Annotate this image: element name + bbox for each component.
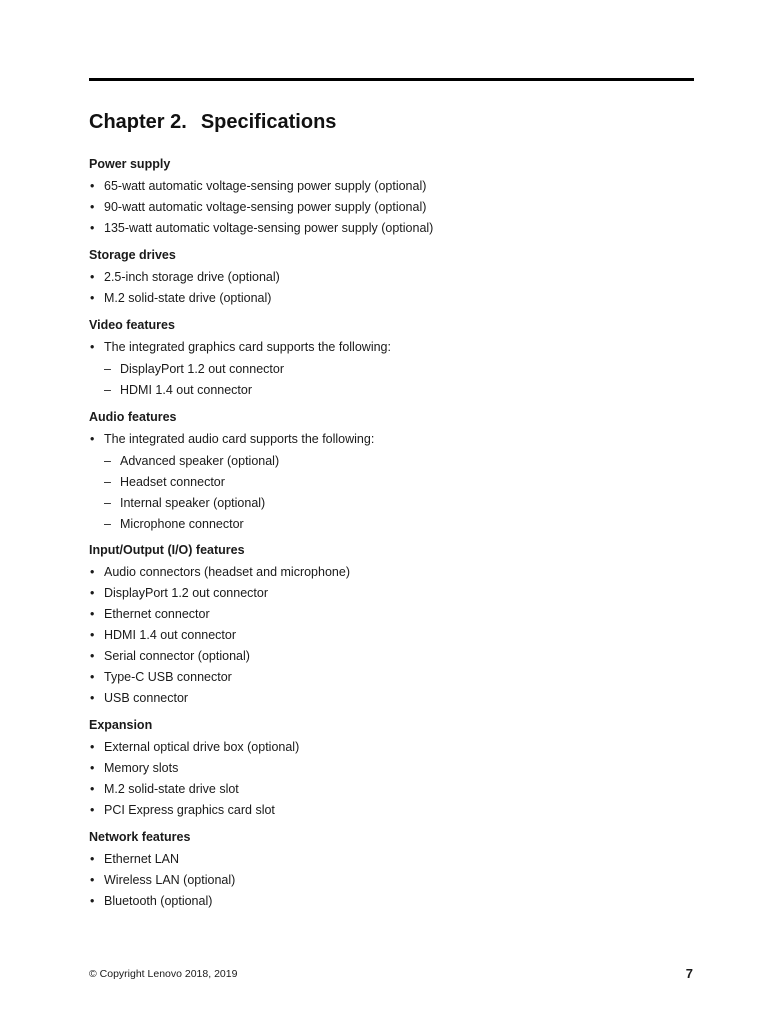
copyright-notice: © Copyright Lenovo 2018, 2019: [89, 968, 238, 980]
section-heading: Video features: [89, 318, 175, 332]
spec-list-item: [89, 667, 694, 688]
spec-list-item: [89, 583, 694, 604]
spec-sublist: [89, 451, 694, 535]
bullet-icon: •: [90, 761, 95, 775]
spec-item-text: Ethernet connector: [104, 607, 210, 621]
spec-list-item: [89, 737, 694, 758]
spec-item-text: M.2 solid-state drive slot: [104, 782, 239, 796]
spec-list-item: [89, 646, 694, 667]
spec-section: [89, 410, 694, 535]
spec-section: [89, 248, 694, 309]
spec-item-text: M.2 solid-state drive (optional): [104, 291, 272, 305]
chapter-title: [89, 111, 336, 134]
spec-subitem-text: DisplayPort 1.2 out connector: [120, 362, 284, 376]
spec-list: [89, 849, 694, 912]
dash-icon: –: [104, 475, 111, 489]
spec-list-item: [89, 288, 694, 309]
section-heading: Storage drives: [89, 248, 176, 262]
spec-list-item: [89, 197, 694, 218]
spec-list: [89, 737, 694, 821]
spec-list-item: [89, 604, 694, 625]
spec-list-item: [89, 337, 694, 358]
spec-item-text: External optical drive box (optional): [104, 740, 300, 754]
bullet-icon: •: [90, 340, 95, 354]
bullet-icon: •: [90, 270, 95, 284]
spec-sublist: [89, 359, 694, 401]
spec-item-text: 90-watt automatic voltage-sensing power supply (optional): [104, 200, 427, 214]
spec-list-item: [89, 849, 694, 870]
bullet-icon: •: [90, 586, 95, 600]
bullet-icon: •: [90, 200, 95, 214]
spec-list-item: [89, 800, 694, 821]
spec-subitem-text: HDMI 1.4 out connector: [120, 383, 253, 397]
spec-item-text: The integrated audio card supports the following:: [104, 432, 375, 446]
spec-item-text: 135-watt automatic voltage-sensing power supply (optional): [104, 221, 434, 235]
spec-item-text: 65-watt automatic voltage-sensing power supply (optional): [104, 179, 427, 193]
spec-item-text: Wireless LAN (optional): [104, 873, 236, 887]
bullet-icon: •: [90, 607, 95, 621]
bullet-icon: •: [90, 852, 95, 866]
spec-section: [89, 543, 694, 709]
bullet-icon: •: [90, 628, 95, 642]
spec-sublist-item: [89, 493, 694, 514]
spec-list-item: [89, 176, 694, 197]
spec-section: [89, 318, 694, 401]
spec-section: [89, 157, 694, 239]
spec-list-item: [89, 429, 694, 450]
spec-sublist-item: [89, 380, 694, 401]
spec-sublist-item: [89, 451, 694, 472]
spec-list-item: [89, 625, 694, 646]
spec-item-text: Serial connector (optional): [104, 649, 250, 663]
spec-section: [89, 830, 694, 912]
dash-icon: –: [104, 383, 111, 397]
section-heading: Network features: [89, 830, 191, 844]
top-rule: [89, 78, 694, 81]
bullet-icon: •: [90, 670, 95, 684]
section-heading: Power supply: [89, 157, 171, 171]
spec-list-item: [89, 562, 694, 583]
spec-item-text: 2.5-inch storage drive (optional): [104, 270, 280, 284]
dash-icon: –: [104, 517, 111, 531]
spec-list-item: [89, 870, 694, 891]
bullet-icon: •: [90, 691, 95, 705]
spec-item-text: HDMI 1.4 out connector: [104, 628, 237, 642]
spec-subitem-text: Headset connector: [120, 475, 225, 489]
spec-item-text: Bluetooth (optional): [104, 894, 213, 908]
spec-list: [89, 267, 694, 309]
bullet-icon: •: [90, 221, 95, 235]
spec-item-text: The integrated graphics card supports the following:: [104, 340, 391, 354]
bullet-icon: •: [90, 803, 95, 817]
bullet-icon: •: [90, 782, 95, 796]
bullet-icon: •: [90, 432, 95, 446]
spec-item-text: Memory slots: [104, 761, 179, 775]
spec-item-text: Audio connectors (headset and microphone): [104, 565, 350, 579]
page-number: 7: [685, 966, 693, 981]
bullet-icon: •: [90, 179, 95, 193]
spec-subitem-text: Advanced speaker (optional): [120, 454, 280, 468]
section-heading: Audio features: [89, 410, 177, 424]
bullet-icon: •: [90, 649, 95, 663]
spec-item-text: DisplayPort 1.2 out connector: [104, 586, 268, 600]
bullet-icon: •: [90, 565, 95, 579]
spec-sublist-item: [89, 472, 694, 493]
dash-icon: –: [104, 496, 111, 510]
bullet-icon: •: [90, 894, 95, 908]
spec-list: [89, 562, 694, 709]
spec-list: [89, 429, 694, 535]
dash-icon: –: [104, 454, 111, 468]
spec-list: [89, 337, 694, 401]
spec-list-item: [89, 758, 694, 779]
spec-section: [89, 718, 694, 821]
spec-subitem-text: Microphone connector: [120, 517, 244, 531]
dash-icon: –: [104, 362, 111, 376]
chapter-number: Chapter 2.: [89, 111, 187, 133]
spec-item-text: Type-C USB connector: [104, 670, 232, 684]
section-heading: Input/Output (I/O) features: [89, 543, 245, 557]
spec-list-item: [89, 218, 694, 239]
bullet-icon: •: [90, 740, 95, 754]
spec-sections: [89, 148, 694, 912]
spec-list-item: [89, 891, 694, 912]
spec-list: [89, 176, 694, 239]
bullet-icon: •: [90, 291, 95, 305]
spec-sublist-item: [89, 514, 694, 535]
spec-sublist-item: [89, 359, 694, 380]
spec-item-text: PCI Express graphics card slot: [104, 803, 275, 817]
section-heading: Expansion: [89, 718, 153, 732]
spec-list-item: [89, 779, 694, 800]
chapter-name: Specifications: [200, 111, 337, 133]
spec-subitem-text: Internal speaker (optional): [120, 496, 266, 510]
spec-item-text: USB connector: [104, 691, 189, 705]
spec-list-item: [89, 267, 694, 288]
spec-list-item: [89, 688, 694, 709]
spec-item-text: Ethernet LAN: [104, 852, 180, 866]
bullet-icon: •: [90, 873, 95, 887]
